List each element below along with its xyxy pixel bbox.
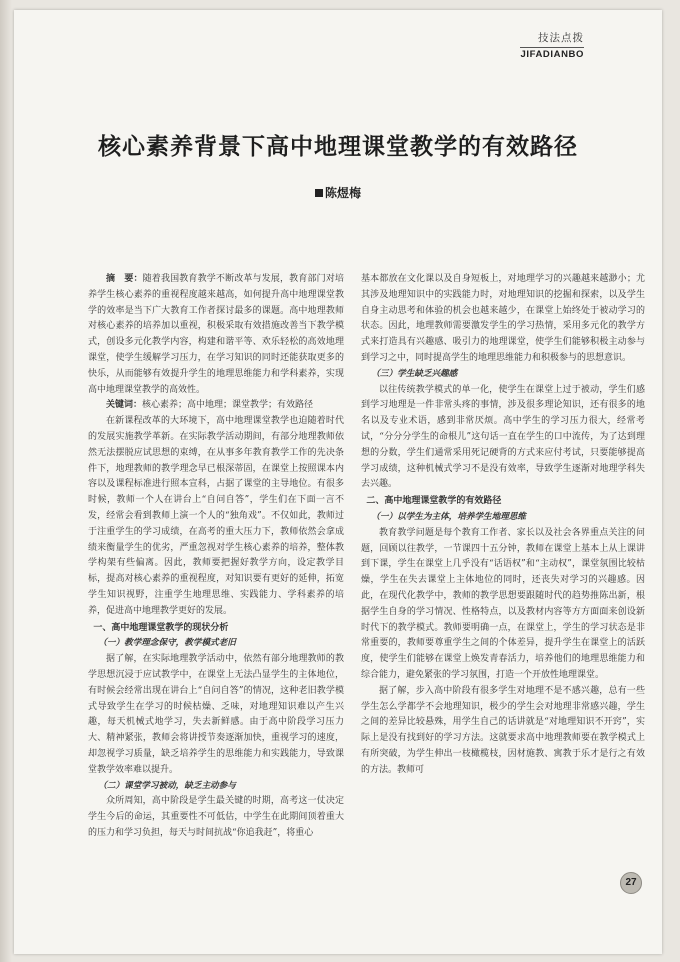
subsection-3-paragraph: 以往传统教学模式的单一化，使学生在课堂上过于被动，学生们感到学习地理是一件非常头疼的事情，涉及很多理论知识，还有很多的地名以及专业术语，感到非常厌烦。高中学生的学习压力很大，经常考试，“分分分学生的命根儿”这句话一直在学生的口中流传，为了达到理想的分数，学生们通常采用死记硬背的方式来应付考试，只要能够提高学习成绩，这种机械式学习不是没有效率，导致学生逐渐对地理学科失去兴趣。 <box>361 384 645 490</box>
subsection-3-heading: （三）学生缺乏兴趣感 <box>371 368 458 379</box>
journal-page <box>14 10 662 954</box>
section-header <box>520 30 584 60</box>
subsection-2-heading: （二）课堂学习被动，缺乏主动参与 <box>98 780 236 791</box>
subsection-1-heading: （一）教学理念保守，教学模式老旧 <box>98 638 236 649</box>
continued-paragraph: 基本都放在文化课以及自身短板上，对地理学习的兴趣越来越渺小；尤其涉及地理知识中的实践能力时，对地理知识的挖掘和探索，以及学生自身主动思考和体验的机会也越来越少，在课堂上始终处于被动学习的状态。因此，地理教师需要激发学生的学习热情，采用多元化的教学方式来打造具有兴趣感、吸引力的地理课堂，使学生们能够积极主动参与到学习之中，同时提高学生的地理思维能力和积极参与的思想意识。 <box>361 274 645 363</box>
left-column <box>88 272 344 842</box>
section-label-en: JIFADIANBO <box>520 49 584 60</box>
right-column <box>361 272 645 779</box>
section-2-heading: 二、高中地理课堂教学的有效路径 <box>366 496 502 507</box>
intro-paragraph: 在新课程改革的大环境下，高中地理课堂教学也迫随着时代的发展实施教学革新。在实际教学活动期间，有部分地理教师依然无法摆脱应试思想的束缚，在从事多年教育教学工作的先决条件下，地理教师的教学理念早已根深蒂固，在课堂上按照课本内容以及课程标准进行照本宣科，占据了课堂的主导地位。有很多时候，教师一个人在讲台上“自问自答”，学生们在下面一言不发，经常会看到教师上演一个人的“独角戏”。不仅如此，教师过于注重学生的学习成绩，在高考的重大压力下，教师依然会拿成绩来衡量学生的优劣，严重忽视对学生核心素养的培养，整体教学构架有些偏离。因此，教师要把握好教学方向，设定教学目标，提高对核心素养的重视程度，对知识要有更好的延伸，拓宽学生知识视野，注重学生地理思维、实践能力、学科素养的培养，促进高中地理教学更好的发展。 <box>88 416 344 616</box>
author-marker-icon <box>315 189 323 197</box>
abstract-text: 随着我国教育教学不断改革与发展，教育部门对培养学生核心素养的重视程度越来越高，如何提升高中地理课堂教学的效率是当下广大教育工作者探讨最多的课题。高中地理教师对核心素养的培养加以重视，积极采取有效措施改善当下教学模式，创设多元化教学内容，构建和谐平等、欢乐轻松的高效地理课堂，使学生缓解学习压力，在学习知识的同时还能获取更多的快乐，从而能够有效提升学生的地理思维能力和学科素养，实现高中地理课堂教学的高效性。 <box>88 274 344 395</box>
subsection-2-paragraph: 众所周知，高中阶段是学生最关键的时期，高考这一仗决定学生今后的命运，其重要性不可低估，中学生在此期间顶着重大的压力和学习负担，每天与时间抗战“你追我赶”，将重心 <box>88 796 344 838</box>
section-1-heading: 一、高中地理课堂教学的现状分析 <box>93 622 229 633</box>
article-title: 核心素养背景下高中地理课堂教学的有效路径 <box>98 134 578 160</box>
abstract-label: 摘 要： <box>106 274 143 284</box>
author-line <box>14 184 662 201</box>
subsection-1-paragraph: 据了解，在实际地理教学活动中，依然有部分地理教师的教学思想沉浸于应试教学中，在课堂上无法凸显学生的主体地位，有时候会经常出现在讲台上“自问自答”的情况，这种老旧教学模式导致学生在学习的时候枯燥、乏味，对地理知识难以产生兴趣，每天机械式地学习，失去新鲜感。由于高中阶段学习压力大、精神紧张，教师会将讲授节奏逐渐加快，重视学习的速度，却忽视学习质量，缺乏培养学生的思维能力和实践能力，导致课堂教学效率难以提升。 <box>88 654 344 775</box>
keywords-paragraph <box>88 398 344 414</box>
subsection-4-paragraph-2: 据了解，步入高中阶段有很多学生对地理不是不感兴趣，总有一些学生怎么学都学不会地理知识，极少的学生会对地理非常感兴趣，学生之间的差异比较悬殊，用学生自己的话讲就是“对地理知识不开窍”，实际上是没有找到好的学习方法。这就要求高中地理教师要在教学模式上有所突破，为学生伸出一枝橄榄枝，因材施教、寓教于乐才是行之有效的方法。教师可 <box>361 685 645 775</box>
section-label-cn: 技法点拨 <box>538 32 584 44</box>
author-name: 陈煜梅 <box>324 186 361 200</box>
subsection-4-heading: （一）以学生为主体，培养学生地理思维 <box>371 511 527 522</box>
page-spine-shadow <box>0 0 12 962</box>
keywords-text: 核心素养；高中地理；课堂教学；有效路径 <box>142 400 314 411</box>
abstract-paragraph <box>88 272 344 398</box>
keywords-label: 关键词： <box>106 400 143 411</box>
page-number-badge: 27 <box>620 872 642 894</box>
subsection-4-paragraph-1: 教育教学问题是每个教育工作者、家长以及社会各界重点关注的问题，回顾以往教学，一节课四十五分钟，教师在课堂上基本上从上课讲到下课，学生在课堂上几乎没有“话语权”和“主动权”，课堂氛围比较枯燥，学生在失去课堂上主体地位的同时，还丧失对学习的兴趣感。因此，在现代化教学中，教师的教学思想要跟随时代的趋势推陈出新，根据学生自身的学习情况、性格特点，以及教材内容等方方面面来创设新时代下的教学模式。教师要明确一点，在课堂上，学生的学习状态是非常重要的，教师要尊重学生之间的个体差异，提升学生在课堂上的活跃度，使学生们能够在课堂上焕发青春活力，培养他们的地理思维能力和综合能力，避免紧张的学习氛围，打造一个开放性地理课堂。 <box>361 527 645 680</box>
